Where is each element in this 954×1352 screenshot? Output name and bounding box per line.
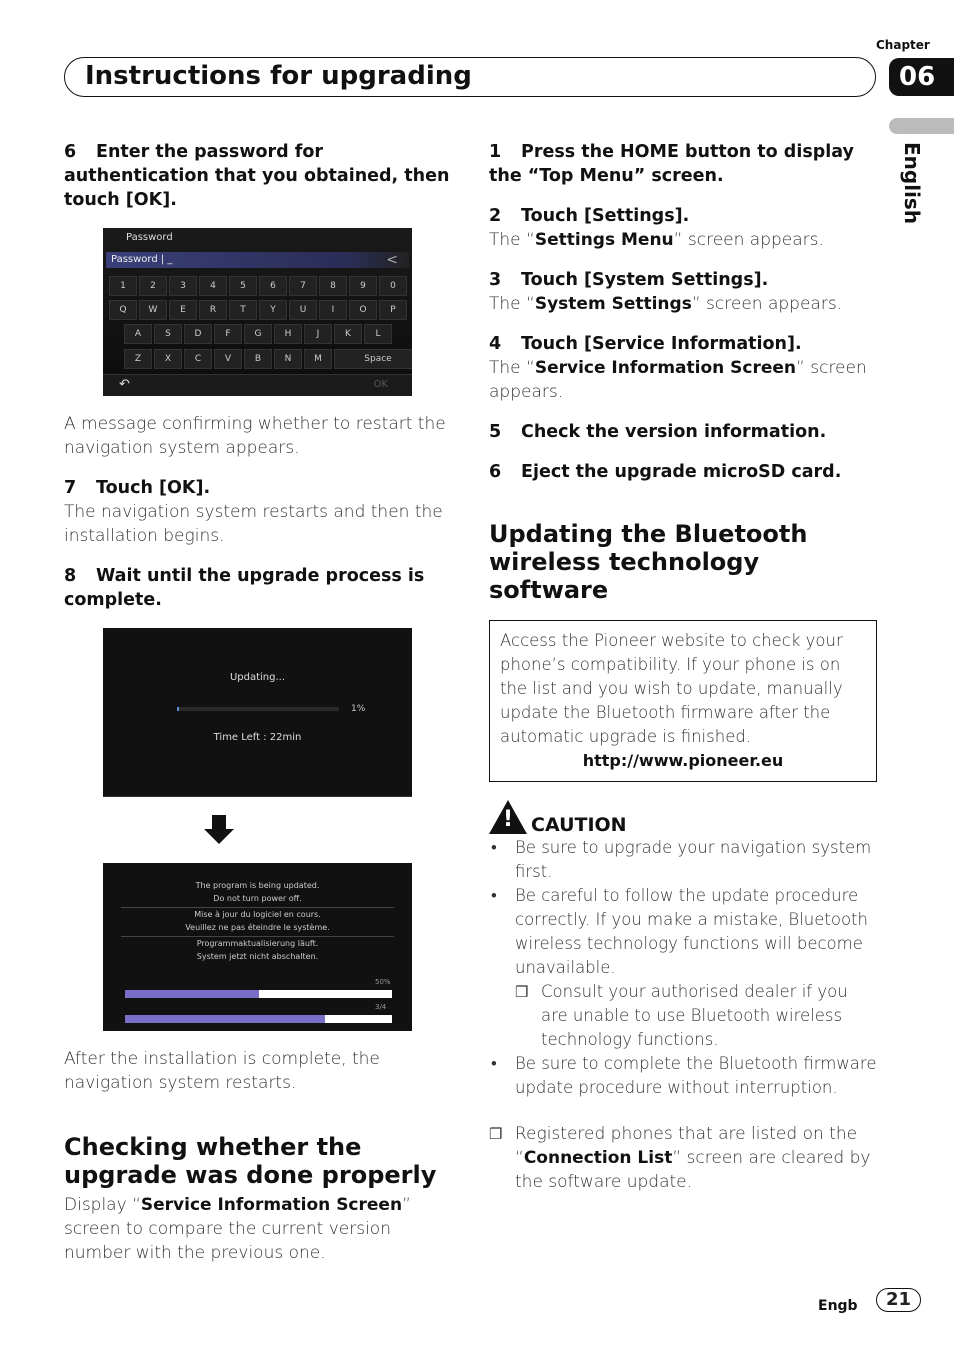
step-2-text: The “Settings Menu” screen appears. [489, 230, 824, 250]
step-2: 2 Touch [Settings]. [489, 206, 690, 226]
left-column [64, 140, 454, 1265]
program-line: Do not turn power off. [213, 894, 302, 903]
key-8: 8 [319, 276, 347, 296]
section-title-bluetooth: Updating the Bluetooth wireless technology software [489, 520, 808, 604]
updating-percent: 1% [351, 704, 366, 714]
step-4: 4 Touch [Service Information]. [489, 334, 802, 354]
key-7: 7 [289, 276, 317, 296]
key-9: 9 [349, 276, 377, 296]
backspace-icon: < [386, 252, 398, 268]
key-b: B [244, 349, 272, 369]
chapter-label: Chapter [876, 38, 930, 52]
step-8: 8 Wait until the upgrade process is complete. [64, 566, 425, 610]
caution-sub-item: ❒ Consult your authorised dealer if you are unable to use Bluetooth wireless technology functions. [515, 982, 848, 1049]
key-j: J [304, 324, 332, 344]
key-u: U [289, 300, 317, 320]
keyboard-row-4 [124, 349, 412, 369]
caution-heading [489, 800, 877, 836]
key-k: K [334, 324, 362, 344]
step-4-text: The “Service Information Screen” screen appears. [489, 358, 867, 402]
key-d: D [184, 324, 212, 344]
updating-progress-fill [177, 707, 179, 711]
program-progress-fill-1 [125, 990, 259, 998]
language-label: English [900, 142, 924, 225]
keyboard-row-1 [109, 276, 407, 296]
step-6-right: 6 Eject the upgrade microSD card. [489, 462, 842, 482]
program-progress-bar-2 [125, 1015, 392, 1023]
program-divider [121, 936, 394, 937]
program-line: Veuillez ne pas éteindre le système. [185, 923, 330, 932]
checkbox-bullet-icon: ❒ [515, 983, 529, 1001]
key-space: Space [334, 349, 412, 369]
key-y: Y [259, 300, 287, 320]
password-field: Password | _ [106, 252, 409, 268]
key-w: W [139, 300, 167, 320]
page-number: 21 [876, 1288, 921, 1312]
connection-list-note: ❒ Registered phones that are listed on the “Connection List” screen are cleared by the software update. [489, 1124, 871, 1192]
chapter-number: 06 [889, 58, 954, 96]
key-g: G [244, 324, 272, 344]
password-screen-title: Password [126, 232, 173, 243]
program-bar-2-label: 3/4 [375, 1003, 387, 1011]
back-icon: ↶ [119, 377, 130, 392]
key-v: V [214, 349, 242, 369]
updating-screen [103, 628, 412, 797]
key-p: P [379, 300, 407, 320]
pioneer-website-box [489, 620, 877, 782]
after-install-text: After the installation is complete, the navigation system restarts. [64, 1049, 380, 1093]
key-o: O [349, 300, 377, 320]
keyboard-row-3 [124, 324, 392, 344]
step-3: 3 Touch [System Settings]. [489, 270, 769, 290]
down-arrow-icon [204, 815, 234, 845]
caution-list [489, 836, 877, 1100]
key-i: I [319, 300, 347, 320]
caution-item: • Be sure to upgrade your navigation system first. [491, 838, 872, 881]
key-t: T [229, 300, 257, 320]
key-n: N [274, 349, 302, 369]
caution-label: CAUTION [531, 814, 627, 836]
section-title-checking: Checking whether the upgrade was done properly [64, 1133, 437, 1189]
key-1: 1 [109, 276, 137, 296]
key-q: Q [109, 300, 137, 320]
key-z: Z [124, 349, 152, 369]
footer-language: Engb [818, 1298, 858, 1314]
key-0: 0 [379, 276, 407, 296]
program-divider [121, 907, 394, 908]
warning-icon: ! [489, 800, 527, 836]
key-a: A [124, 324, 152, 344]
program-line: The program is being updated. [195, 881, 320, 890]
step-5: 5 Check the version information. [489, 422, 827, 442]
right-column [489, 140, 877, 1194]
box-text: Access the Pioneer website to check your phone’s compatibility. If your phone is on the list and you wish to update, manually update the Bluetooth firmware after the automatic upgrade is finished. [500, 631, 843, 746]
program-update-screen [103, 863, 412, 1031]
key-6: 6 [259, 276, 287, 296]
key-5: 5 [229, 276, 257, 296]
caution-item: • Be careful to follow the update procedure correctly. If you make a mistake, Bluetooth wireless technology functions will become unavailable. ❒ Consult your authorised dealer if you are unable to use Bluetooth wireless technology functions. [489, 884, 877, 1052]
key-s: S [154, 324, 182, 344]
key-f: F [214, 324, 242, 344]
program-line: System jetzt nicht abschalten. [196, 952, 319, 961]
language-tab [889, 118, 954, 134]
after-step-7-text: The navigation system restarts and then the installation begins. [64, 502, 443, 546]
password-bottom-bar [103, 374, 412, 396]
key-r: R [199, 300, 227, 320]
key-4: 4 [199, 276, 227, 296]
ok-key: OK [373, 379, 388, 390]
key-l: L [364, 324, 392, 344]
program-line: Programmaktualisierung läuft. [196, 939, 319, 948]
program-line: Mise à jour du logiciel en cours. [194, 910, 321, 919]
step-6-left: 6 Enter the password for authentication that you obtained, then touch [OK]. [64, 142, 450, 210]
password-screen [103, 228, 412, 396]
updating-time-left: Time Left : 22min [213, 732, 302, 743]
updating-title: Updating... [229, 672, 286, 683]
pioneer-url-link[interactable]: http://www.pioneer.eu [582, 751, 784, 770]
key-c: C [184, 349, 212, 369]
key-e: E [169, 300, 197, 320]
page-title: Instructions for upgrading [85, 61, 472, 91]
step-7: 7 Touch [OK]. [64, 478, 211, 498]
key-h: H [274, 324, 302, 344]
key-m: M [304, 349, 332, 369]
header-bar [64, 57, 876, 97]
step-1: 1 Press the HOME button to display the “Top Menu” screen. [489, 142, 854, 186]
program-progress-bar-1 [125, 990, 392, 998]
caution-item: • Be sure to complete the Bluetooth firmware update procedure without interruption. [491, 1054, 877, 1097]
after-step-6-text: A message confirming whether to restart the navigation system appears. [64, 414, 446, 458]
key-x: X [154, 349, 182, 369]
keyboard-row-2 [109, 300, 407, 320]
checkbox-bullet-icon: ❒ [489, 1125, 503, 1143]
key-3: 3 [169, 276, 197, 296]
program-bar-1-label: 50% [375, 978, 391, 986]
program-progress-fill-2 [125, 1015, 325, 1023]
checking-text: Display “Service Information Screen” screen to compare the current version number with the previous one. [64, 1195, 411, 1263]
step-3-text: The “System Settings” screen appears. [489, 294, 843, 314]
updating-progress-bar [177, 707, 339, 711]
key-2: 2 [139, 276, 167, 296]
